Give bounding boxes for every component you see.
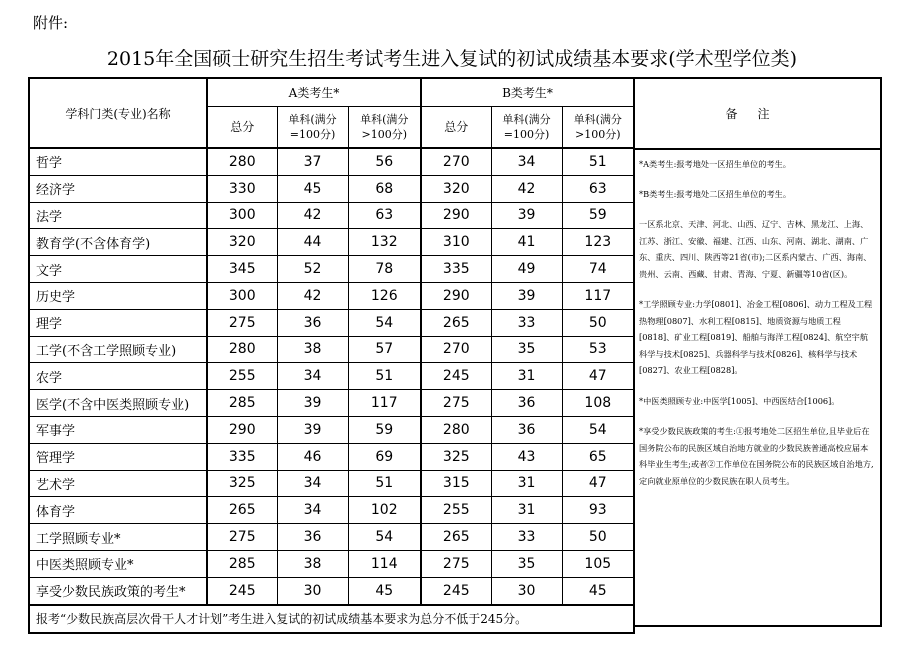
b-s2-cell: 50 [562, 524, 634, 551]
note-item: 一区系北京、天津、河北、山西、辽宁、吉林、黑龙江、上海、江苏、浙江、安徽、福建、江西、山东、河南、湖北、湖南、广东、重庆、四川、陕西等21省(市);二区系内蒙古、广西、海南、贵州、云南、西藏、甘肃、青海、宁夏、新疆等10省(区)。 [639, 219, 872, 279]
score-table [28, 77, 635, 634]
b-s2-cell: 59 [562, 202, 634, 229]
b-s1-cell: 35 [491, 550, 562, 577]
note-item: *A类考生:报考地处一区招生单位的考生。 [639, 159, 791, 169]
a-total-cell: 335 [207, 443, 277, 470]
group-b-header: B类考生* [421, 78, 634, 107]
a-s1-cell: 38 [277, 336, 348, 363]
b-s1-cell: 36 [491, 390, 562, 417]
b-total-cell: 270 [421, 336, 491, 363]
b-s1-cell: 33 [491, 524, 562, 551]
a-total-cell: 245 [207, 577, 277, 604]
page-title: 2015年全国硕士研究生招生考试考生进入复试的初试成绩基本要求(学术型学位类) [106, 48, 798, 70]
b-total-header: 总分 [421, 107, 491, 149]
b-s1-cell: 42 [491, 175, 562, 202]
group-a-header: A类考生* [207, 78, 421, 107]
b-s1-cell: 39 [491, 202, 562, 229]
b-total-cell: 290 [421, 202, 491, 229]
a-s1-cell: 52 [277, 256, 348, 283]
note-item: *中医类照顾专业:中医学[1005]、中西医结合[1006]。 [639, 395, 840, 406]
a-s1-cell: 38 [277, 550, 348, 577]
note-item: *工学照顾专业:力学[0801]、冶金工程[0806]、动力工程及工程热物理[0807]、水利工程[0815]、地质资源与地质工程[0818]、矿业工程[0819]、船舶与海洋工程[0824]、航空宇航科学与技术[0825]、兵器科学与技术[0826]、核科学与技术[0827]、农业工程[0828]。 [639, 299, 873, 375]
table-row [29, 336, 634, 363]
a-s2-cell: 63 [348, 202, 421, 229]
b-total-cell: 310 [421, 229, 491, 256]
b-s2-cell: 105 [562, 550, 634, 577]
a-total-cell: 320 [207, 229, 277, 256]
b-total-cell: 290 [421, 282, 491, 309]
notes-panel [633, 77, 882, 627]
note-item: *B类考生:报考地处二区招生单位的考生。 [639, 188, 792, 199]
a-total-cell: 345 [207, 256, 277, 283]
a-s2-cell: 78 [348, 256, 421, 283]
b-single-gt100-header: 单科(满分 >100分) [562, 107, 634, 149]
a-s2-cell: 69 [348, 443, 421, 470]
a-s1-cell: 45 [277, 175, 348, 202]
b-total-cell: 275 [421, 550, 491, 577]
b-total-cell: 245 [421, 577, 491, 604]
b-total-cell: 315 [421, 470, 491, 497]
table-row [29, 524, 634, 551]
subject-name-cell: 经济学 [29, 175, 207, 202]
a-s1-cell: 39 [277, 416, 348, 443]
a-total-cell: 300 [207, 282, 277, 309]
subject-name-cell: 享受少数民族政策的考生* [29, 577, 207, 604]
b-total-cell: 270 [421, 148, 491, 175]
b-s1-cell: 31 [491, 363, 562, 390]
table-row [29, 470, 634, 497]
table-row [29, 550, 634, 577]
b-s1-cell: 30 [491, 577, 562, 604]
a-s2-cell: 51 [348, 363, 421, 390]
a-s2-cell: 54 [348, 309, 421, 336]
a-s1-cell: 42 [277, 202, 348, 229]
a-total-cell: 290 [207, 416, 277, 443]
subject-name-cell: 中医类照顾专业* [29, 550, 207, 577]
subject-name-cell: 医学(不含中医类照顾专业) [29, 390, 207, 417]
b-total-cell: 275 [421, 390, 491, 417]
a-s2-cell: 117 [348, 390, 421, 417]
table-row [29, 175, 634, 202]
b-s2-cell: 117 [562, 282, 634, 309]
subject-name-cell: 艺术学 [29, 470, 207, 497]
a-single-gt100-header: 单科(满分 >100分) [348, 107, 421, 149]
a-s1-cell: 34 [277, 470, 348, 497]
b-s1-cell: 49 [491, 256, 562, 283]
b-s2-cell: 53 [562, 336, 634, 363]
b-s1-cell: 33 [491, 309, 562, 336]
a-total-header: 总分 [207, 107, 277, 149]
b-single100-header: 单科(满分 =100分) [491, 107, 562, 149]
table-row [29, 148, 634, 175]
a-s2-cell: 132 [348, 229, 421, 256]
a-single100-header: 单科(满分 =100分) [277, 107, 348, 149]
a-s2-cell: 126 [348, 282, 421, 309]
a-s2-cell: 45 [348, 577, 421, 604]
table-row [29, 497, 634, 524]
subject-name-cell: 体育学 [29, 497, 207, 524]
table-row [29, 363, 634, 390]
b-s2-cell: 45 [562, 577, 634, 604]
b-total-cell: 265 [421, 524, 491, 551]
a-s1-cell: 42 [277, 282, 348, 309]
subject-name-cell: 文学 [29, 256, 207, 283]
table-row [29, 229, 634, 256]
b-total-cell: 280 [421, 416, 491, 443]
a-total-cell: 325 [207, 470, 277, 497]
b-s2-cell: 51 [562, 148, 634, 175]
a-s1-cell: 39 [277, 390, 348, 417]
note-item: *享受少数民族政策的考生:①报考地处二区招生单位,且毕业后在国务院公布的民族区域自治地方就业的少数民族普通高校应届本科毕业生考生;或者②工作单位在国务院公布的民族区域自治地方,定向就业原单位的少数民族在职人员考生。 [639, 426, 874, 486]
b-s1-cell: 39 [491, 282, 562, 309]
a-s1-cell: 37 [277, 148, 348, 175]
a-total-cell: 275 [207, 309, 277, 336]
b-s2-cell: 54 [562, 416, 634, 443]
a-total-cell: 280 [207, 336, 277, 363]
a-s2-cell: 102 [348, 497, 421, 524]
a-s1-cell: 44 [277, 229, 348, 256]
subject-name-cell: 管理学 [29, 443, 207, 470]
table-row [29, 416, 634, 443]
b-total-cell: 320 [421, 175, 491, 202]
table-footnote: 报考“少数民族高层次骨干人才计划”考生进入复试的初试成绩基本要求为总分不低于245分。 [29, 605, 634, 633]
notes-header: 备注 [635, 79, 880, 150]
subject-name-cell: 哲学 [29, 148, 207, 175]
table-row [29, 256, 634, 283]
b-total-cell: 325 [421, 443, 491, 470]
notes-body [635, 150, 880, 489]
a-total-cell: 255 [207, 363, 277, 390]
a-total-cell: 280 [207, 148, 277, 175]
a-s2-cell: 54 [348, 524, 421, 551]
b-s2-cell: 74 [562, 256, 634, 283]
a-s1-cell: 30 [277, 577, 348, 604]
b-s2-cell: 93 [562, 497, 634, 524]
b-total-cell: 335 [421, 256, 491, 283]
b-s2-cell: 47 [562, 363, 634, 390]
b-s1-cell: 35 [491, 336, 562, 363]
a-s1-cell: 34 [277, 497, 348, 524]
b-s2-cell: 123 [562, 229, 634, 256]
a-s2-cell: 68 [348, 175, 421, 202]
a-total-cell: 285 [207, 390, 277, 417]
b-s2-cell: 65 [562, 443, 634, 470]
a-total-cell: 275 [207, 524, 277, 551]
table-row [29, 282, 634, 309]
b-s1-cell: 31 [491, 470, 562, 497]
subject-name-cell: 军事学 [29, 416, 207, 443]
a-total-cell: 265 [207, 497, 277, 524]
a-s1-cell: 46 [277, 443, 348, 470]
b-s2-cell: 50 [562, 309, 634, 336]
subject-name-cell: 历史学 [29, 282, 207, 309]
attachment-label: 附件: [33, 14, 69, 32]
table-row [29, 577, 634, 604]
a-total-cell: 285 [207, 550, 277, 577]
subject-name-cell: 工学(不含工学照顾专业) [29, 336, 207, 363]
table-row [29, 202, 634, 229]
a-s2-cell: 56 [348, 148, 421, 175]
a-total-cell: 330 [207, 175, 277, 202]
subject-name-cell: 教育学(不含体育学) [29, 229, 207, 256]
a-s2-cell: 59 [348, 416, 421, 443]
subject-name-cell: 理学 [29, 309, 207, 336]
b-s1-cell: 36 [491, 416, 562, 443]
a-s2-cell: 57 [348, 336, 421, 363]
b-s1-cell: 31 [491, 497, 562, 524]
a-total-cell: 300 [207, 202, 277, 229]
name-column-header: 学科门类(专业)名称 [29, 78, 207, 148]
b-total-cell: 245 [421, 363, 491, 390]
table-row [29, 309, 634, 336]
b-total-cell: 255 [421, 497, 491, 524]
table-row [29, 443, 634, 470]
a-s1-cell: 34 [277, 363, 348, 390]
a-s1-cell: 36 [277, 309, 348, 336]
a-s2-cell: 51 [348, 470, 421, 497]
b-total-cell: 265 [421, 309, 491, 336]
b-s2-cell: 108 [562, 390, 634, 417]
subject-name-cell: 农学 [29, 363, 207, 390]
b-s2-cell: 47 [562, 470, 634, 497]
b-s2-cell: 63 [562, 175, 634, 202]
a-s1-cell: 36 [277, 524, 348, 551]
b-s1-cell: 43 [491, 443, 562, 470]
subject-name-cell: 法学 [29, 202, 207, 229]
subject-name-cell: 工学照顾专业* [29, 524, 207, 551]
a-s2-cell: 114 [348, 550, 421, 577]
b-s1-cell: 41 [491, 229, 562, 256]
table-row [29, 390, 634, 417]
b-s1-cell: 34 [491, 148, 562, 175]
